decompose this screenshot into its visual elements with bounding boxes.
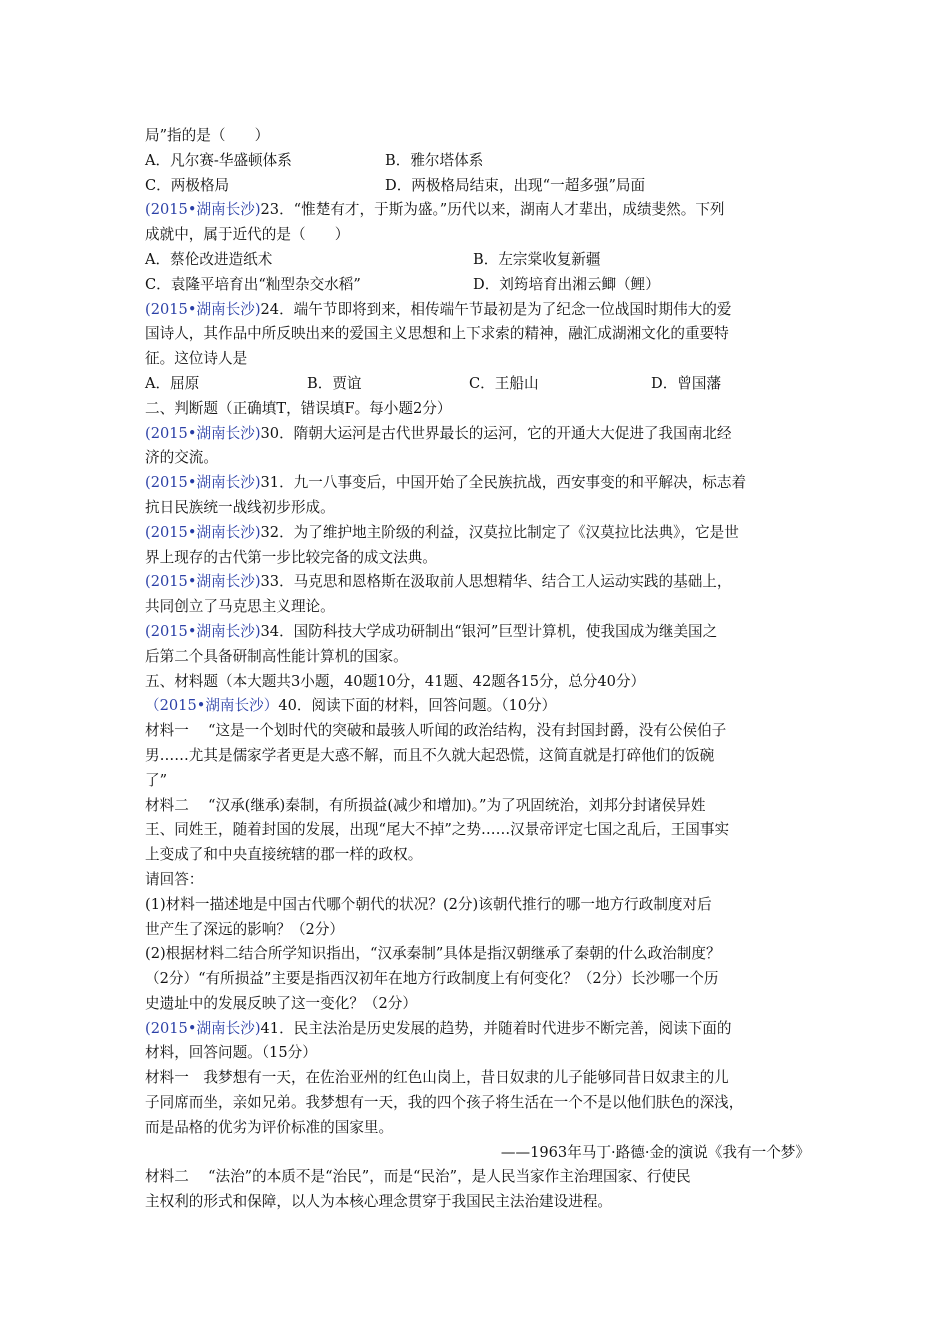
q23-options-row-1 [145, 248, 810, 273]
q22-option-b: B．雅尔塔体系 [385, 151, 484, 169]
q40-ask: 请回答： [145, 870, 204, 888]
q40-material-2-line-3: 上变成了和中央直接统辖的郡一样的政权。 [145, 846, 423, 864]
q33-source: (2015•湖南长沙) [145, 573, 261, 591]
q40-question-line-1: (1)材料一描述地是中国古代哪个朝代的状况？(2分)该朝代推行的哪一地方行政制度对后 [145, 895, 712, 913]
q30-line-2: 济的交流。 [145, 449, 218, 467]
q40-material-2-line-2: 王、同姓王，随着封国的发展，出现“尾大不掉”之势……汉景帝评定七国之乱后，王国事实 [145, 821, 730, 839]
q41-material-1-citation: ——1963年马丁·路德·金的演说《我有一个梦》 [500, 1143, 810, 1161]
q23-option-d: D．刘筠培育出湘云鲫（鲤） [473, 275, 660, 293]
q22-options-row-1 [145, 149, 810, 174]
q31-line-1 [145, 471, 810, 496]
q24-line-1 [145, 298, 810, 323]
q31-source: (2015•湖南长沙) [145, 474, 261, 492]
q24-source: (2015•湖南长沙) [145, 300, 261, 318]
q40-title: 40．阅读下面的材料，回答问题。（10分） [278, 697, 557, 715]
q30-text-1: 30．隋朝大运河是古代世界最长的运河，它的开通大大促进了我国南北经 [260, 424, 732, 442]
q22-option-a: A．凡尔赛-华盛顿体系 [145, 151, 292, 169]
q34-line-2: 后第二个具备研制高性能计算机的国家。 [145, 647, 408, 665]
q30-line-1 [145, 422, 810, 447]
q41-source: (2015•湖南长沙) [145, 1019, 261, 1037]
q40-question-line-4: （2分）“有所损益”主要是指西汉初年在地方行政制度上有何变化？（2分）长沙哪一个历 [145, 970, 719, 988]
q41-text-1: 41．民主法治是历史发展的趋势，并随着时代进步不断完善，阅读下面的 [260, 1019, 732, 1037]
q23-line-1 [145, 198, 810, 223]
q23-option-c: C．袁隆平培育出“籼型杂交水稻” [145, 275, 361, 293]
exam-text [145, 124, 810, 1215]
q33-line-2: 共同创立了马克思主义理论。 [145, 598, 335, 616]
q40-source: （2015•湖南长沙） [145, 697, 279, 715]
q40-material-1-line-1: 材料一 “这是一个划时代的突破和最骇人听闻的政治结构，没有封国封爵，没有公侯伯子 [145, 722, 727, 740]
q23-line-2: 成就中，属于近代的是（ ） [145, 226, 350, 244]
q23-options-row-2 [145, 273, 810, 298]
q24-text-1: 24．端午节即将到来，相传端午节最初是为了纪念一位战国时期伟大的爱 [260, 300, 732, 318]
q40-question-line-5: 史遗址中的发展反映了这一变化？（2分） [145, 994, 417, 1012]
q22-option-c: C．两极格局 [145, 176, 230, 194]
q41-line-1 [145, 1017, 810, 1042]
q31-text-1: 31．九一八事变后，中国开始了全民族抗战，西安事变的和平解决，标志着 [260, 474, 747, 492]
q40-question-line-2: 世产生了深远的影响？（2分） [145, 920, 345, 938]
q23-text-1: 23．“惟楚有才，于斯为盛。”历代以来，湖南人才辈出，成绩斐然。下列 [260, 201, 725, 219]
q41-material-1-line-3: 而是品格的优劣为评价标准的国家里。 [145, 1118, 394, 1136]
q31-line-2: 抗日民族统一战线初步形成。 [145, 498, 335, 516]
q24-line-3: 征。这位诗人是 [145, 350, 248, 368]
q22-option-d: D．两极格局结束，出现“一超多强”局面 [385, 176, 646, 194]
q40-question-line-3: (2)根据材料二结合所学知识指出，“汉承秦制”具体是指汉朝继承了秦朝的什么政治制度？ [145, 945, 721, 963]
q34-line-1 [145, 620, 810, 645]
q22-options-row-2 [145, 174, 810, 199]
q24-option-c: C．王船山 [469, 374, 539, 392]
q41-material-1-line-1: 材料一 我梦想有一天，在佐治亚州的红色山岗上，昔日奴隶的儿子能够同昔日奴隶主的儿 [145, 1069, 729, 1087]
q34-source: (2015•湖南长沙) [145, 622, 261, 640]
q41-material-2-line-1: 材料二 “法治”的本质不是“治民”，而是“民治”，是人民当家作主治理国家、行使民 [145, 1168, 691, 1186]
q24-options-row [145, 372, 810, 397]
q32-text-1: 32．为了维护地主阶级的利益，汉莫拉比制定了《汉莫拉比法典》，它是世 [260, 523, 739, 541]
q34-text-1: 34．国防科技大学成功研制出“银河”巨型计算机，使我国成为继美国之 [260, 622, 718, 640]
q22-stem-tail: 局”指的是（ ） [145, 127, 270, 144]
q41-line-2: 材料，回答问题。（15分） [145, 1044, 317, 1062]
q33-line-1 [145, 570, 810, 595]
q23-option-b: B．左宗棠收复新疆 [473, 250, 601, 268]
q41-material-2-line-2: 主权利的形式和保障，以人为本核心理念贯穿于我国民主法治建设进程。 [145, 1193, 613, 1211]
q41-material-1-line-2: 子同席而坐，亲如兄弟。我梦想有一天，我的四个孩子将生活在一个不是以他们肤色的深浅， [145, 1094, 744, 1112]
q24-option-d: D．曾国藩 [651, 374, 722, 392]
q24-option-a: A．屈原 [145, 374, 200, 392]
q32-line-2: 界上现存的古代第一步比较完备的成文法典。 [145, 548, 437, 566]
q40-material-2-line-1: 材料二 “汉承(继承)秦制，有所损益(减少和增加)。”为了巩固统治，刘邦分封诸侯异姓 [145, 796, 706, 814]
q33-text-1: 33．马克思和恩格斯在汲取前人思想精华、结合工人运动实践的基础上， [260, 573, 732, 591]
q32-line-1 [145, 521, 810, 546]
q32-source: (2015•湖南长沙) [145, 523, 261, 541]
q40-material-1-line-3: 了” [145, 771, 168, 789]
q30-source: (2015•湖南长沙) [145, 424, 261, 442]
q40-material-1-line-2: 男……尤其是儒家学者更是大惑不解，而且不久就大起恐慌，这简直就是打碎他们的饭碗 [145, 746, 715, 764]
judgment-section-heading: 二、判断题（正确填T，错误填F。每小题2分） [145, 399, 452, 417]
q24-line-2: 国诗人，其作品中所反映出来的爱国主义思想和上下求索的精神，融汇成湖湘文化的重要特 [145, 325, 729, 343]
q40-title-line [145, 694, 810, 719]
q23-source: (2015•湖南长沙) [145, 201, 261, 219]
q23-option-a: A．蔡伦改进造纸术 [145, 250, 273, 268]
material-section-heading: 五、材料题（本大题共3小题，40题10分，41题、42题各15分，总分40分） [145, 672, 646, 690]
q24-option-b: B．贾谊 [307, 374, 362, 392]
